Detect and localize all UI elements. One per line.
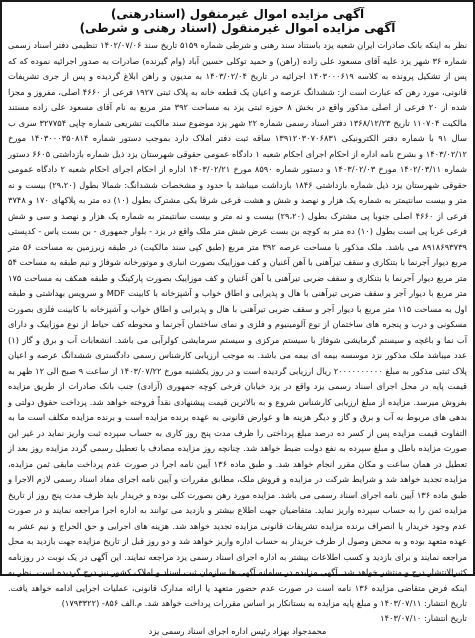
notice-title: آگهی مزایده اموال غیرمنقول (اسنادرهنی) (110, 7, 365, 21)
notice-body: نظر به اینکه بانک صادرات ایران شعبه یزد باستناد سند رهنی و شرطی شماره ۵۱۵۹ تاریخ سند ۱۴۰۲/۰۷/۰۶ تنظیمی دفتر اسناد رسمی شماره ۳۶ شهر یزد علیه آقای مسعود علی زاده (راهن) و حمید توکلی حسین آباد (وام گیرنده) صادرات به صدور اجرائیه نموده که که پس از تشکیل پرونده به کلاسه ۱۴۰۳۰۰۰۶۱۹ اجرائیه در تاریخ ۱۴۰۳/۰۲/۰۴ به مدیون و راهن ابلاغ گردیده و پس از جری تشریفات قانونی، مورد رهن که عبارت است از: ششدانگ عرصه و اعیان یک قطعه خانه به پلاک ثبتی ۱۹۲۷ فرعی از ۴۶۶۰ اصلی، مفروز و مجزا شده از ۲۰ فرعی از اصلی مذکور واقع در بخش ۸ حوزه ثبتی یزد به مساحت ۳۹۲ متر مربع به نام آقای مسعود علی زاده مستند مالکیت ۱۱۰۷۰۴ تاریخ ۱۳۶۸/۱۲/۲۳ دفتر اسناد رسمی شماره ۲۲ شهر یزد موضوع سند مالکیت تشریعی شماره چاپی ۳۲۷۷۵۴ سری ب سال ۹۱ با شماره دفتر الکترونیکی ۱۳۹۱۲۰۳۰۷۰۶۸۳۱ ساقه ثبت دفتر املاک دارد بموجب دستور شماره ۱۴۰۳۰۰۰۳۵۰۸۱۴ مورخ ۱۴۰۳/۰۲/۱۲ و بشرح نامه اداره از احکام اجرای احکام شعبه ۱ دادگاه عمومی حقوقی شهرستان یزد ذیل شماره بازداشتی ۶۶۰۵ دستور شماره ۱۴۰۲/۰۳/۱۱ مورخ ۱۴۰۳/۰۲/۰۳ و دستور شماره ۸۵۹۰ مورخ ۱۴۰۳/۰۲/۲۱ اداره از احکام اجرای احکام شعبه ۲ دادگاه عمومی حقوقی شهرستان یزد ذیل شماره بازداشتی ۱۸۴۶ بازداشت میباشد با حدود و مشخصات ششدانگ: شمالا بطول (۲۹،۲۰) بیست و نه متر و بیست سانتیمتر به شماره یک هزار و نهصد و شش و هشت فرعی شرقا یکی مشترک بطول (۱۰) ده متر به پلاکهای ۱۷۰ و ۳۷۴۸ فرعی از ۴۶۶۰ اصلی جنوبا پی مشترک بطول (۲۹،۲۰) بیست و نه متر و بیست سانتیمتر به شماره یک هزار و نهصد و سی و شش فرعی غربا پی است بطول (۱۰) ده متر به کوچه بن بست عرض شش متر ملک واقع در یزد - بلوار جمهوری - بن بست یاس - کدپستی ۸۹۱۸۶۹۳۷۳۹ می باشد. ملک مذکور با مساحت عرصه ۳۹۲ متر مربع (طبق کپی سند مالکیت) در طبقه زیرزمین به مساحت ۵۶ متر مربع دیوار آجرنما با بتنکاری و سقف تیرآهنی با آهن آغنیان و کف موزاییک بصورت انباری و موتورخانه شوفاژ و نیم طبقه به مساحت ۵۴ متر مربع دیوار آجرنما با بتنکاری و سقف ضربی تیرآهنی با آهن آغنیان و کف موزاییک بصورت پارکینگ و طبقه همکف به مساحت ۱۷۵ متر مربع با دیوار آجر و سقف ضربی تیرآهنی با هال و پذیرایی و اطاق خواب و آشپزخانه با کابینت MDF و سرویس بهداشتی و طبقه اول به مساحت ۱۱۵ متر مربع با دیوار آجر و سقف ضربی تیرآهنی با هال و پذیرایی و اطاق خواب و آشپزخانه با کابینت فلزی بصورت مسکونی و درب و پنجره های ساختمان از نوع آلومینیوم و فلزی و نمای ساختمان آجرنما و محوطه کف حیاط از نوع موزاییک و دارای آب نما و باغچه و سیستم گرمایشی شوفاژ با سیستم مرکزی و سیستم سرمایشی کولرآبی می باشد. انشعابات آب و برق و گاز (۱) عدد میباشد ملک مذکور نزد موسسه بیمه ای بیمه می باشد. به موجب ارزیابی کارشناس رسمی دادگستری ششدانگ عرصه و اعیان پلاک ثبتی مذکور به مبلغ ۲۰۰۰۰۰۰۰۰۰۰ ریال ارزیابی گردیده است و در روز یکشنبه مورخ ۱۴۰۳/۰۷/۲۲ از ساعت ۹ صبح الی ۱۲ ظهر به قیمت پایه در محل اجرای اسناد رسمی یزد واقع در یزد خیابان فرخی کوچه جمهوری (آزادی) جنب بانک صادرات از طریق مزایده بفروش میرسد. مزایده از مبلغ ارزیابی کارشناس شروع و به بالاترین قیمت پیشنهادی نقداً فروخته خواهد شد. پرداخت حقوق دولتی و بدهی های مربوط به آب و برق و گاز و دیگر هزینه ها و عوارض قانونی به عهده برنده مزایده است و برنده مزایده مکلف است ما به التفاوت قیمت مزایده پس از کسر ده درصد مبلغ پرداختی را ظرف مدت پنج روز کاری به حساب سپرده ثبت واریز نماید در غیر این صورت مزایده باطل و مبلغ سپرده به نفع دولت ضبط خواهد شد. چنانچه روز مزایده مصادف با تعطیل رسمی گردد مزایده روز بعد از تعطیل در همان ساعت و مکان مقرر انجام خواهد شد. و طبق ماده ۱۳۶ آیین نامه اجرا در صورت عدم پرداخت مابقی ثمن مزایده، مزایده تجدید خواهد شد و شرایط شرکت در مزایده و فروش ملک، مطابق مقررات و آیین نامه اجرای مفاد اسناد رسمی لازم الاجرا و طبق ماده ۱۳۶ آیین نامه اجرای اسناد رسمی می باشد. مزایده مورد رهن بصورت کلی بوده و خریدار باید ظرف مدت پنج روز از تاریخ مزایده ثمن را به حساب سپرده واریز نماید. متقاضیان جهت اطلاع بیشتر و بازدید می توانند به اداره اجرا مراجعه نمایند و در صورت عدم وجود خریدار یا انصراف برنده مزایده تشریفات قانونی مزایده تجدید خواهد شد. هزینه های اجرایی و حق الحراج و نیم عشر به عهده متعهد بوده و به محض وصول از طرف خریدار به حساب اداره واریز خواهد شد و دو روز قبل از تاریخ مزایده جهت بازدید به محل مراجعه نمایند و برای بازدید و کسب اطلاعات بیشتر به اداره اجرای اسناد رسمی یزد مراجعه نمایند. این آگهی در یک نوبت در روزنامه کثیرالانتشار درج و منتشر خواهد شد. آگهی مزایده در سامانه آگهی ها سازمان ثبت اسناد و املاک کشور نیز درج گردیده است. نظر به اینکه فرض متقاضی مزایده ۱۳۶ نامه است در صورت عدم حضور متعهد یا ارائه مدارک قانونی، عملیات اجرایی ادامه خواهد یافت. تاریخ انتشار: ۱۴۰۳/۰۷/۱۱ و مبلغ پایه مزایده به بستانکار بر اساس مقررات پرداخت خواهد شد. م.الف ۸۵۶- (۱۷۹۳۳۲۲) (8, 40, 468, 608)
official-signature: محمدجواد بهزاد رئیس اداره اجرای اسناد رسمی یزد (148, 625, 327, 636)
publication-date: تاریخ انتشار: ۱۴۰۳/۰۷/۱۰ (380, 612, 467, 623)
notice-subtitle: آگهی مزایده اموال غیرمنقول (اسناد رهنی و شرطی) (79, 21, 396, 35)
